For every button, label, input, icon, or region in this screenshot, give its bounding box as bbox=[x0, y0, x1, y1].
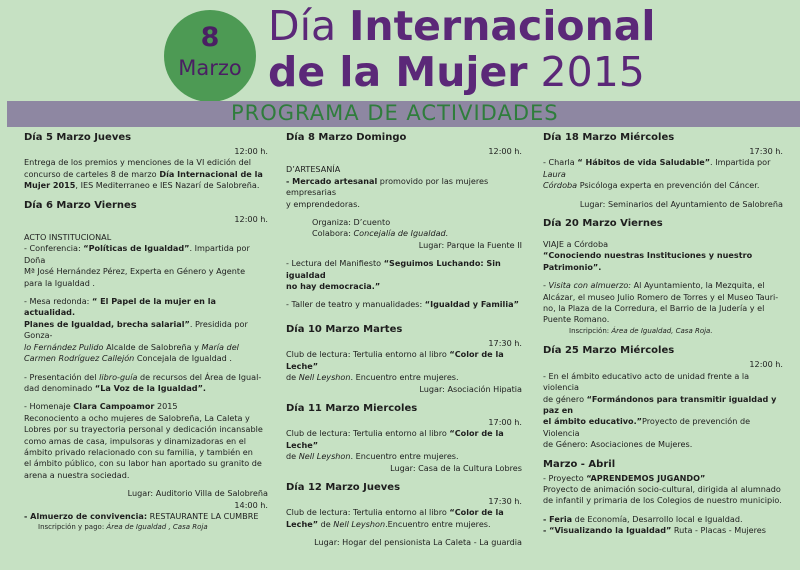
event-text: el ámbito público, con su labor han aportado su granito de bbox=[24, 458, 262, 469]
event-text: Planes de Igualdad, brecha salarial”. Presidida por Gonza- bbox=[24, 318, 248, 341]
event-text: dad denominado “La Voz de la Igualdad”. bbox=[24, 382, 206, 393]
event-text: - Homenaje Clara Campoamor 2015 bbox=[24, 401, 178, 412]
event-location: Lugar: Parque la Fuente II bbox=[418, 239, 522, 250]
date-day: 8 bbox=[200, 22, 220, 53]
day-heading: Día 20 Marzo Viernes bbox=[543, 218, 663, 230]
event-text: Córdoba Psicóloga experta en prevención del Cáncer. bbox=[543, 180, 760, 191]
event-text: de Nell Leyshon. Encuentro entre mujeres. bbox=[286, 372, 459, 383]
event-text: no hay democracia.” bbox=[286, 281, 381, 292]
event-text: de infantil y primaria de los Colegios de nuestro municipio. bbox=[543, 495, 782, 506]
event-text: Mujer 2015, IES Mediterraneo e IES Nazarí de Salobreña. bbox=[24, 180, 260, 191]
event-text: - Mesa redonda: “ El Papel de la mujer en la actualidad. bbox=[24, 296, 216, 318]
event-text: - Visita con almuerzo: Al Ayuntamiento, la Mezquita, el bbox=[543, 280, 765, 291]
event-text: Colabora: Concejalía de Igualdad. bbox=[312, 228, 449, 239]
column-2 bbox=[286, 131, 522, 549]
event-text: de Género: Asociaciones de Mujeres. bbox=[543, 439, 693, 450]
event-text: - “Visualizando la Igualdad” Ruta - Placas - Mujeres bbox=[543, 525, 766, 536]
event-text: - Conferencia: “Políticas de Igualdad”. Impartida por Doña bbox=[24, 243, 250, 265]
event-text: Entrega de los premios y menciones de la VI edición del bbox=[24, 157, 251, 168]
event-text: D’ARTESANÍA bbox=[286, 164, 341, 175]
event-text: Mª José Hernández Pérez, Experta en Género y Agente bbox=[24, 266, 246, 277]
day-heading: Marzo - Abril bbox=[543, 458, 616, 470]
day-heading: Día 10 Marzo Martes bbox=[286, 323, 403, 335]
day-heading: Día 25 Marzo Miércoles bbox=[543, 345, 675, 357]
event-text: Inscripción: Área de Igualdad, Casa Roja. bbox=[569, 326, 713, 335]
event-time: 12:00 h. bbox=[234, 213, 268, 224]
column-1 bbox=[24, 131, 268, 534]
event-time: 12:00 h. bbox=[488, 146, 522, 156]
event-time: 12:00 h. bbox=[234, 146, 268, 156]
event-location: Lugar: Hogar del pensionista La Caleta - La guardia bbox=[314, 537, 522, 548]
event-time: 14:00 h. bbox=[234, 499, 268, 510]
title-line-2: de la Mujer 2015 bbox=[268, 48, 645, 96]
event-text: - Lectura del Manifiesto “Seguimos Luchando: Sin igualdad bbox=[286, 258, 501, 280]
event-text: el ámbito educativo.”Proyecto de prevención de Violencia bbox=[543, 416, 751, 438]
event-text: - Mercado artesanal promovido por las mujeres empresarias bbox=[286, 175, 489, 198]
event-text: - Feria de Economía, Desarrollo local e Igualdad. bbox=[543, 513, 743, 524]
event-text: - Proyecto “APRENDEMOS JUGANDO” bbox=[543, 472, 706, 483]
event-time: 17:30 h. bbox=[488, 337, 522, 348]
event-text: ámbito privado relacionado con su familia, y también en bbox=[24, 446, 253, 457]
day-heading: Día 6 Marzo Viernes bbox=[24, 199, 137, 211]
event-time: 17:30 h. bbox=[749, 146, 783, 156]
event-text: Leche” de Nell Leyshon.Encuentro entre mujeres. bbox=[286, 518, 491, 529]
program-band bbox=[7, 101, 800, 127]
event-text: Lobres por su trayectoria personal y dedicación incansable bbox=[24, 424, 263, 435]
event-text: Club de lectura: Tertulia entorno al libro “Color de la Leche” bbox=[286, 349, 504, 371]
event-text: - Almuerzo de convivencia: RESTAURANTE LA CUMBRE bbox=[24, 510, 259, 521]
event-text: concurso de carteles 8 de marzo Día Internacional de la bbox=[24, 168, 263, 179]
event-text: Puente Romano. bbox=[543, 314, 610, 325]
event-text: arena a nuestra sociedad. bbox=[24, 469, 130, 480]
day-heading: Día 11 Marzo Miercoles bbox=[286, 402, 418, 414]
event-text: para la Igualdad . bbox=[24, 277, 95, 288]
event-text: y emprendedoras. bbox=[286, 198, 360, 209]
event-text: Alcázar, el museo Julio Romero de Torres y el Museo Tauri- bbox=[543, 291, 779, 302]
event-location: Lugar: Auditorio Villa de Salobreña bbox=[127, 488, 268, 499]
event-text: - En el ámbito educativo acto de unidad frente a la violencia bbox=[543, 370, 750, 393]
event-location: Lugar: Seminarios del Ayuntamiento de Salobreña bbox=[579, 198, 783, 209]
event-text: Proyecto de animación socio-cultural, dirigida al alumnado bbox=[543, 483, 781, 494]
event-text: lo Fernández Pulido Alcalde de Salobreña y María del bbox=[24, 341, 239, 352]
event-text: Club de lectura: Tertulia entorno al libro “Color de la bbox=[286, 507, 504, 518]
title-line-1: Día Internacional bbox=[268, 2, 656, 50]
event-text: VIAJE a Córdoba bbox=[543, 239, 609, 250]
event-text: Reconociento a ocho mujeres de Salobreña, La Caleta y bbox=[24, 412, 250, 423]
event-text: de género “Formándonos para transmitir igualdad y paz en bbox=[543, 393, 777, 415]
event-time: 17:30 h. bbox=[488, 495, 522, 506]
event-text: Organiza: D’cuento bbox=[312, 217, 391, 228]
day-heading: Día 18 Marzo Miércoles bbox=[543, 132, 675, 143]
column-3 bbox=[543, 131, 783, 537]
day-heading: Día 5 Marzo Jueves bbox=[24, 132, 132, 143]
event-text: como amas de casa, impulsoras y dinamizadoras en el bbox=[24, 435, 246, 446]
event-text: Inscripción y pago: Área de Igualdad , Casa Roja bbox=[38, 523, 208, 532]
date-circle bbox=[164, 10, 256, 102]
day-heading: Día 8 Marzo Domingo bbox=[286, 132, 407, 143]
event-text: ACTO INSTITUCIONAL bbox=[24, 232, 112, 243]
event-text: “Conociendo nuestras Instituciones y nuestro Patrimonio”. bbox=[543, 250, 753, 272]
date-month: Marzo bbox=[178, 56, 242, 80]
event-location: Lugar: Asociación Hipatia bbox=[419, 383, 522, 394]
event-text: - Charla “ Hábitos de vida Saludable”. Impartida por Laura bbox=[543, 157, 771, 179]
event-text: Carmen Rodríguez Callejón Concejala de Igualdad . bbox=[24, 353, 232, 364]
event-text: de Nell Leyshon. Encuentro entre mujeres. bbox=[286, 451, 459, 462]
event-text: no, la Plaza de la Corredura, el Barrio de la Judería y el bbox=[543, 303, 765, 314]
day-heading: Día 12 Marzo Jueves bbox=[286, 481, 401, 493]
event-text: Club de lectura: Tertulia entorno al libro “Color de la Leche” bbox=[286, 428, 504, 450]
event-location: Lugar: Casa de la Cultura Lobres bbox=[390, 462, 522, 473]
event-time: 12:00 h. bbox=[749, 359, 783, 370]
band-label: PROGRAMA DE ACTIVIDADES bbox=[231, 101, 559, 125]
event-text: - Taller de teatro y manualidades: “Igualdad y Familia” bbox=[286, 299, 519, 310]
event-time: 17:00 h. bbox=[488, 416, 522, 427]
event-text: - Presentación del libro-guía de recursos del Área de Igual- bbox=[24, 371, 262, 382]
